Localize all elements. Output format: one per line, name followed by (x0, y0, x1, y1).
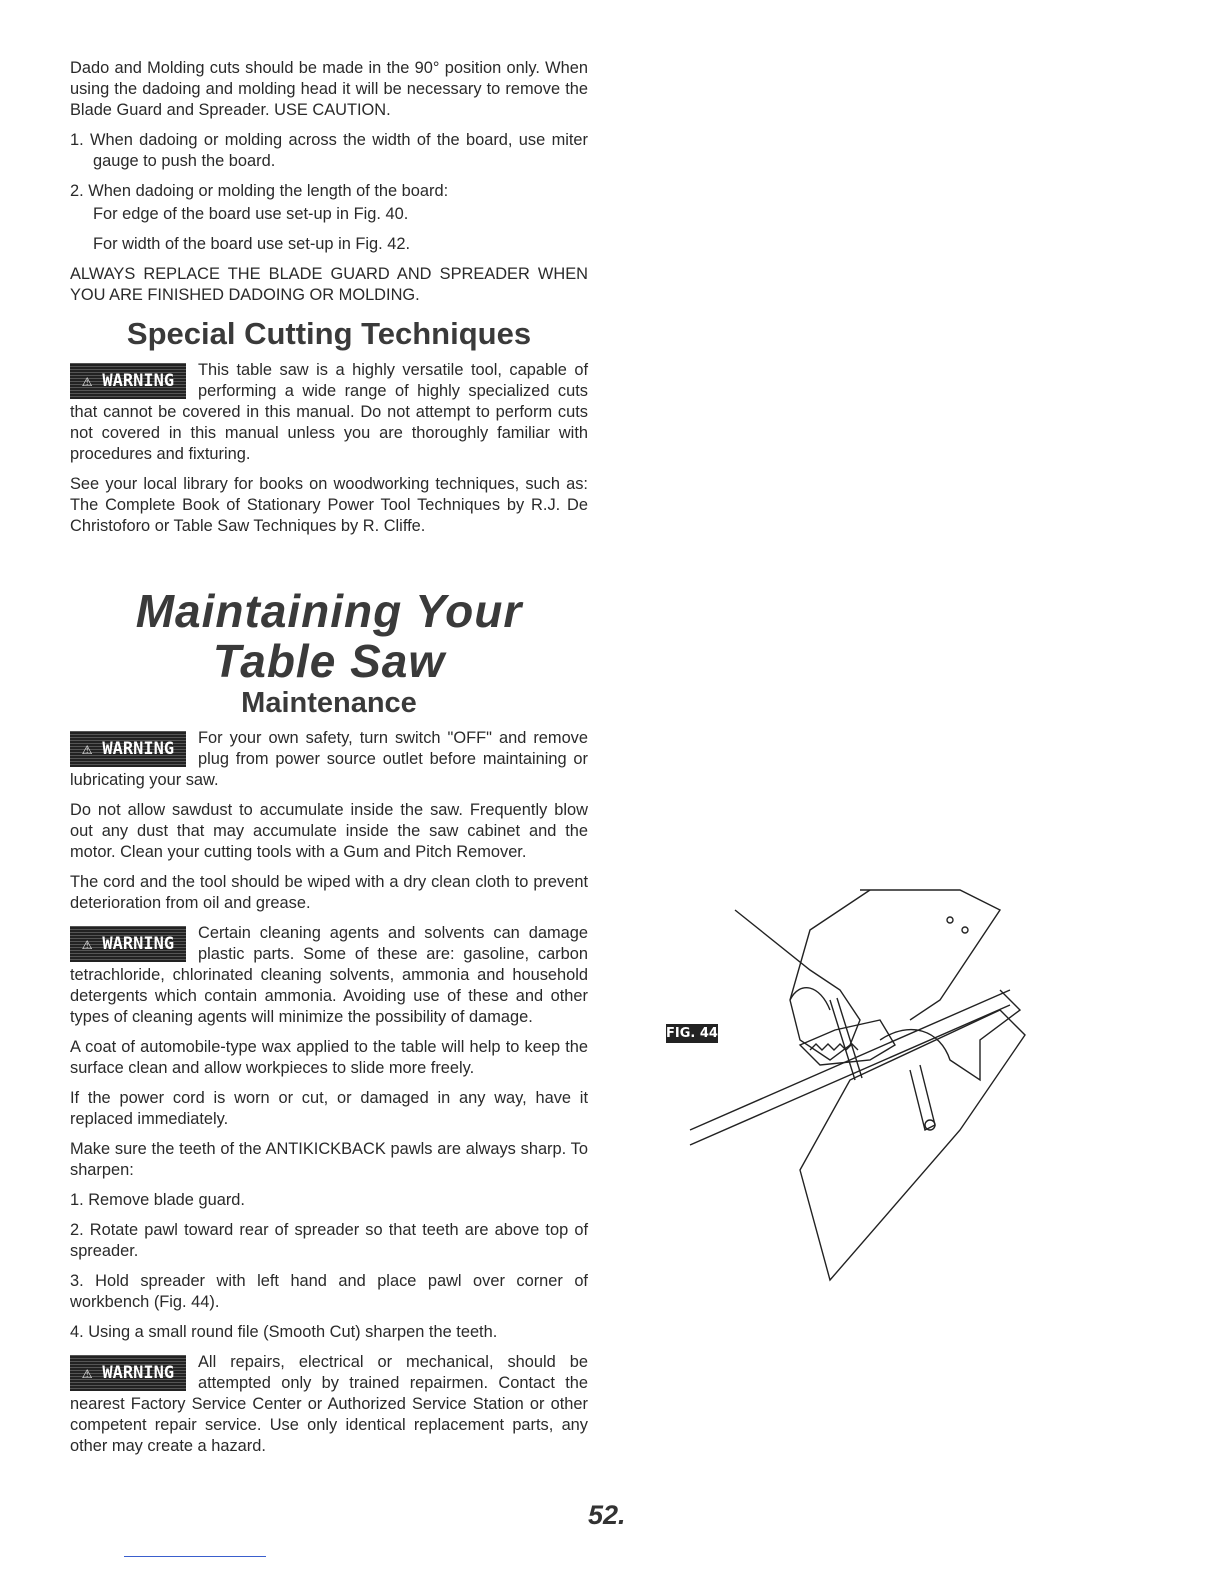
maintenance-warning-3 (70, 1352, 588, 1457)
warning-badge: ⚠ WARNING (70, 363, 186, 399)
maintenance-warning-1-text: For your own safety, turn switch "OFF" and remove plug from power source outlet before maintaining or lubricating your saw. (70, 729, 588, 789)
intro-paragraph: Dado and Molding cuts should be made in the 90° position only. When using the dadoing and molding head it will be necessary to remove the Blade Guard and Spreader. USE CAUTION. (70, 59, 588, 119)
maintenance-warning-1 (70, 728, 588, 791)
intro-item-1: 1. When dadoing or molding across the width of the board, use miter gauge to push the board. (70, 131, 588, 170)
maintenance-subheading: Maintenance (241, 687, 417, 719)
intro-caution: ALWAYS REPLACE THE BLADE GUARD AND SPREADER WHEN YOU ARE FINISHED DADOING OR MOLDING. (70, 265, 588, 304)
sharpen-step-4: 4. Using a small round file (Smooth Cut) sharpen the teeth. (70, 1323, 498, 1341)
sharpen-step-2: 2. Rotate pawl toward rear of spreader so that teeth are above top of spreader. (70, 1221, 588, 1260)
maintenance-paragraph-5: Make sure the teeth of the ANTIKICKBACK pawls are always sharp. To sharpen: (70, 1140, 588, 1179)
special-warning-text: This table saw is a highly versatile tool, capable of performing a wide range of highly specialized cuts that cannot be covered in this manual. Do not attempt to perform cuts not covered in this manual unless you are thoroughly familiar with procedures and fixturing. (70, 361, 588, 463)
guard-hole-1 (947, 917, 953, 923)
maintenance-warning-3-text: All repairs, electrical or mechanical, should be attempted only by trained repairmen. Contact the nearest Factory Service Center or Authorized Service Station or other competent repair service. Use only identical replacement parts, any other may create a hazard. (70, 1353, 588, 1455)
sharpen-step-3: 3. Hold spreader with left hand and place pawl over corner of workbench (Fig. 44). (70, 1272, 588, 1311)
fig-44-illustration (680, 870, 1030, 1290)
right-hand (880, 990, 1020, 1080)
left-hand (735, 890, 870, 1060)
sharpen-step-1: 1. Remove blade guard. (70, 1191, 245, 1209)
maintenance-paragraph-1: Do not allow sawdust to accumulate inside the saw. Frequently blow out any dust that may accumulate inside the saw cabinet and the motor. Clean your cutting tools with a Gum and Pitch Remover. (70, 801, 588, 861)
intro-item-2: 2. When dadoing or molding the length of the board: (70, 182, 449, 200)
special-section (70, 316, 588, 546)
maintaining-title-line2: Table Saw (212, 635, 446, 687)
maintenance-paragraph-4: If the power cord is worn or cut, or damaged in any way, have it replaced immediately. (70, 1089, 588, 1128)
maintenance-paragraph-2: The cord and the tool should be wiped with a dry clean cloth to prevent deterioration from oil and grease. (70, 873, 588, 912)
left-hand-finger (790, 988, 830, 1010)
warning-badge: ⚠ WARNING (70, 731, 186, 767)
figure-tag: FIG. 44 (666, 1026, 718, 1041)
guard-hole-2 (962, 927, 968, 933)
special-warning (70, 360, 588, 465)
workbench-edge-top (690, 990, 1010, 1130)
maintenance-warning-2 (70, 923, 588, 1028)
page-number: 52. (588, 1500, 626, 1530)
intro-item-2a: For edge of the board use set-up in Fig. 40. (93, 205, 409, 223)
special-paragraph: See your local library for books on woodworking techniques, such as: The Complete Book of Stationary Power Tool Techniques by R.J. De Christoforo or Table Saw Techniques by R. Cliffe. (70, 475, 588, 535)
maintaining-section (70, 586, 588, 1457)
blade-guard (860, 890, 1000, 1020)
warning-badge: ⚠ WARNING (70, 926, 186, 962)
maintenance-warning-2-text: Certain cleaning agents and solvents can damage plastic parts. Some of these are: gasoline, carbon tetrachloride, chlorinated cleaning solvents, ammonia and household detergents which contain ammonia. Avoiding use of these and other types of cleaning agents will minimize the possibility of damage. (70, 924, 588, 1026)
intro-item-2b: For width of the board use set-up in Fig. 42. (93, 235, 411, 253)
special-heading: Special Cutting Techniques (126, 316, 532, 351)
intro-section (70, 58, 588, 315)
footer-rule (124, 1556, 266, 1557)
pawl-teeth (810, 1044, 858, 1050)
warning-badge: ⚠ WARNING (70, 1355, 186, 1391)
file-tool (830, 998, 862, 1080)
maintenance-paragraph-3: A coat of automobile-type wax applied to the table will help to keep the surface clean and allow workpieces to slide more freely. (70, 1038, 588, 1077)
maintaining-title-line1: Maintaining Your (135, 585, 523, 637)
